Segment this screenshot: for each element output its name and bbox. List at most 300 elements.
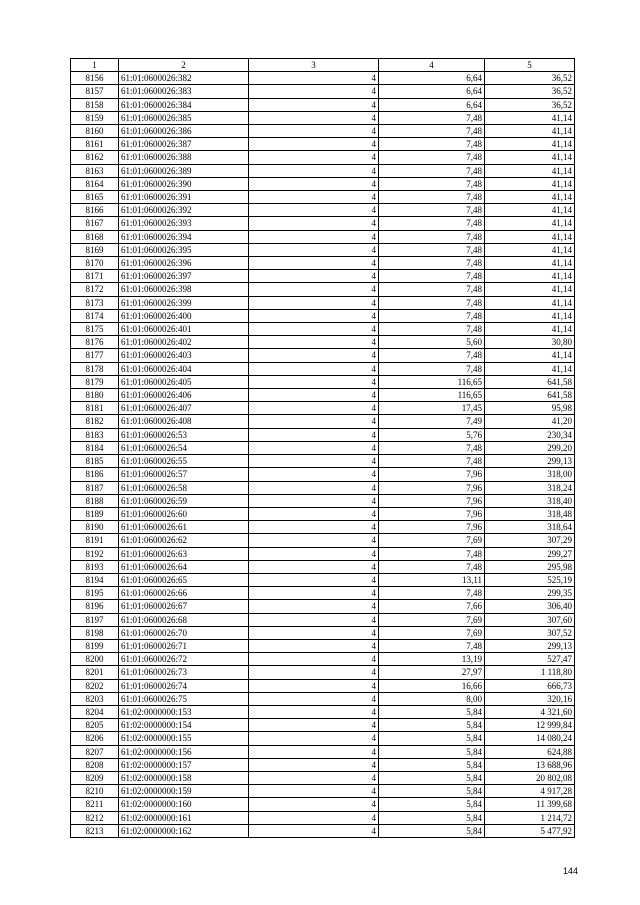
column-4-cell: 27,97: [379, 666, 485, 679]
table-row: [71, 507, 575, 520]
cadastral-number-cell: 61:02:0000000:161: [119, 811, 249, 824]
row-number-cell: 8200: [71, 653, 119, 666]
column-3-cell: 4: [249, 811, 379, 824]
column-3-cell: 4: [249, 138, 379, 151]
table-row: [71, 336, 575, 349]
cadastral-number-cell: 61:01:0600026:388: [119, 151, 249, 164]
column-3-cell: 4: [249, 441, 379, 454]
column-5-cell: 41,14: [485, 323, 575, 336]
column-5-cell: 95,98: [485, 402, 575, 415]
cadastral-number-cell: 61:01:0600026:403: [119, 349, 249, 362]
column-4-cell: 7,69: [379, 626, 485, 639]
column-5-cell: 41,14: [485, 204, 575, 217]
column-3-cell: 4: [249, 679, 379, 692]
column-5-cell: 41,14: [485, 243, 575, 256]
cadastral-number-cell: 61:01:0600026:57: [119, 468, 249, 481]
column-3-cell: 4: [249, 415, 379, 428]
column-5-cell: 318,40: [485, 494, 575, 507]
column-5-cell: 666,73: [485, 679, 575, 692]
row-number-cell: 8175: [71, 323, 119, 336]
column-3-cell: 4: [249, 243, 379, 256]
column-5-cell: 307,52: [485, 626, 575, 639]
column-3-cell: 4: [249, 349, 379, 362]
row-number-cell: 8190: [71, 521, 119, 534]
column-3-cell: 4: [249, 455, 379, 468]
column-5-cell: 41,14: [485, 151, 575, 164]
column-3-cell: 4: [249, 85, 379, 98]
column-3-cell: 4: [249, 204, 379, 217]
column-4-cell: 7,48: [379, 296, 485, 309]
column-5-cell: 1 214,72: [485, 811, 575, 824]
column-4-cell: 7,69: [379, 613, 485, 626]
cadastral-number-cell: 61:01:0600026:58: [119, 481, 249, 494]
column-4-cell: 7,48: [379, 560, 485, 573]
column-4-cell: 5,84: [379, 811, 485, 824]
column-4-cell: 16,66: [379, 679, 485, 692]
table-row: [71, 639, 575, 652]
table-row: [71, 151, 575, 164]
cadastral-number-cell: 61:01:0600026:401: [119, 323, 249, 336]
column-header-4: 4: [379, 59, 485, 72]
table-row: [71, 257, 575, 270]
column-4-cell: 7,48: [379, 455, 485, 468]
row-number-cell: 8180: [71, 389, 119, 402]
column-3-cell: 4: [249, 389, 379, 402]
column-4-cell: 5,76: [379, 428, 485, 441]
row-number-cell: 8182: [71, 415, 119, 428]
column-3-cell: 4: [249, 296, 379, 309]
table-row: [71, 415, 575, 428]
row-number-cell: 8195: [71, 587, 119, 600]
column-3-cell: 4: [249, 494, 379, 507]
column-3-cell: 4: [249, 534, 379, 547]
cadastral-number-cell: 61:02:0000000:153: [119, 705, 249, 718]
table-row: [71, 177, 575, 190]
column-4-cell: 6,64: [379, 85, 485, 98]
table-row: [71, 573, 575, 586]
column-3-cell: 4: [249, 692, 379, 705]
column-5-cell: 527,47: [485, 653, 575, 666]
cadastral-number-cell: 61:01:0600026:397: [119, 270, 249, 283]
row-number-cell: 8187: [71, 481, 119, 494]
column-4-cell: 7,48: [379, 283, 485, 296]
column-5-cell: 36,52: [485, 85, 575, 98]
row-number-cell: 8161: [71, 138, 119, 151]
column-3-cell: 4: [249, 666, 379, 679]
column-4-cell: 13,11: [379, 573, 485, 586]
column-3-cell: 4: [249, 745, 379, 758]
table-row: [71, 613, 575, 626]
cadastral-number-cell: 61:02:0000000:155: [119, 732, 249, 745]
column-3-cell: 4: [249, 521, 379, 534]
row-number-cell: 8210: [71, 785, 119, 798]
column-4-cell: 5,84: [379, 771, 485, 784]
row-number-cell: 8157: [71, 85, 119, 98]
row-number-cell: 8183: [71, 428, 119, 441]
table-row: [71, 204, 575, 217]
row-number-cell: 8198: [71, 626, 119, 639]
column-4-cell: 7,48: [379, 151, 485, 164]
row-number-cell: 8164: [71, 177, 119, 190]
table-row: [71, 811, 575, 824]
table-row: [71, 270, 575, 283]
column-4-cell: 7,69: [379, 534, 485, 547]
table-row: [71, 455, 575, 468]
table-row: [71, 494, 575, 507]
column-4-cell: 7,48: [379, 204, 485, 217]
row-number-cell: 8205: [71, 719, 119, 732]
column-4-cell: 5,84: [379, 719, 485, 732]
cadastral-number-cell: 61:01:0600026:408: [119, 415, 249, 428]
column-5-cell: 5 477,92: [485, 824, 575, 837]
column-5-cell: 41,20: [485, 415, 575, 428]
column-5-cell: 41,14: [485, 125, 575, 138]
cadastral-number-cell: 61:01:0600026:65: [119, 573, 249, 586]
column-3-cell: 4: [249, 613, 379, 626]
table-row: [71, 230, 575, 243]
row-number-cell: 8207: [71, 745, 119, 758]
column-4-cell: 5,84: [379, 758, 485, 771]
column-3-cell: 4: [249, 98, 379, 111]
cadastral-number-cell: 61:01:0600026:71: [119, 639, 249, 652]
row-number-cell: 8165: [71, 191, 119, 204]
column-5-cell: 41,14: [485, 177, 575, 190]
column-3-cell: 4: [249, 560, 379, 573]
cadastral-number-cell: 61:01:0600026:389: [119, 164, 249, 177]
row-number-cell: 8211: [71, 798, 119, 811]
column-3-cell: 4: [249, 230, 379, 243]
row-number-cell: 8169: [71, 243, 119, 256]
cadastral-number-cell: 61:01:0600026:54: [119, 441, 249, 454]
column-4-cell: 7,48: [379, 362, 485, 375]
column-5-cell: 36,52: [485, 72, 575, 85]
cadastral-number-cell: 61:01:0600026:392: [119, 204, 249, 217]
column-5-cell: 318,24: [485, 481, 575, 494]
table-row: [71, 626, 575, 639]
cadastral-number-cell: 61:01:0600026:391: [119, 191, 249, 204]
row-number-cell: 8202: [71, 679, 119, 692]
cadastral-number-cell: 61:01:0600026:406: [119, 389, 249, 402]
table-row: [71, 666, 575, 679]
cadastral-number-cell: 61:02:0000000:159: [119, 785, 249, 798]
cadastral-number-cell: 61:01:0600026:402: [119, 336, 249, 349]
column-4-cell: 7,96: [379, 494, 485, 507]
column-5-cell: 641,58: [485, 375, 575, 388]
column-3-cell: 4: [249, 336, 379, 349]
column-5-cell: 41,14: [485, 296, 575, 309]
cadastral-number-cell: 61:01:0600026:382: [119, 72, 249, 85]
column-5-cell: 295,98: [485, 560, 575, 573]
column-header-1: 1: [71, 59, 119, 72]
column-4-cell: 5,84: [379, 732, 485, 745]
table-row: [71, 468, 575, 481]
column-4-cell: 7,48: [379, 111, 485, 124]
data-table: [70, 58, 575, 838]
table-row: [71, 72, 575, 85]
column-4-cell: 5,84: [379, 824, 485, 837]
column-3-cell: 4: [249, 217, 379, 230]
row-number-cell: 8179: [71, 375, 119, 388]
column-4-cell: 7,48: [379, 164, 485, 177]
column-3-cell: 4: [249, 600, 379, 613]
header-row: [71, 59, 575, 72]
cadastral-number-cell: 61:01:0600026:386: [119, 125, 249, 138]
table-row: [71, 600, 575, 613]
cadastral-number-cell: 61:01:0600026:387: [119, 138, 249, 151]
column-3-cell: 4: [249, 375, 379, 388]
table-row: [71, 824, 575, 837]
column-4-cell: 7,48: [379, 323, 485, 336]
column-3-cell: 4: [249, 164, 379, 177]
cadastral-number-cell: 61:01:0600026:394: [119, 230, 249, 243]
cadastral-number-cell: 61:02:0000000:156: [119, 745, 249, 758]
column-3-cell: 4: [249, 111, 379, 124]
column-3-cell: 4: [249, 270, 379, 283]
column-3-cell: 4: [249, 824, 379, 837]
row-number-cell: 8185: [71, 455, 119, 468]
table-row: [71, 283, 575, 296]
cadastral-number-cell: 61:02:0000000:154: [119, 719, 249, 732]
row-number-cell: 8201: [71, 666, 119, 679]
column-4-cell: 7,48: [379, 138, 485, 151]
row-number-cell: 8208: [71, 758, 119, 771]
column-5-cell: 1 118,80: [485, 666, 575, 679]
table-row: [71, 705, 575, 718]
column-5-cell: 41,14: [485, 362, 575, 375]
cadastral-number-cell: 61:01:0600026:407: [119, 402, 249, 415]
column-4-cell: 8,00: [379, 692, 485, 705]
column-5-cell: 318,00: [485, 468, 575, 481]
table-row: [71, 217, 575, 230]
table-row: [71, 111, 575, 124]
cadastral-number-cell: 61:01:0600026:385: [119, 111, 249, 124]
column-4-cell: 7,49: [379, 415, 485, 428]
column-3-cell: 4: [249, 547, 379, 560]
cadastral-number-cell: 61:01:0600026:66: [119, 587, 249, 600]
column-4-cell: 7,48: [379, 230, 485, 243]
column-5-cell: 318,64: [485, 521, 575, 534]
cadastral-number-cell: 61:01:0600026:60: [119, 507, 249, 520]
column-3-cell: 4: [249, 705, 379, 718]
column-4-cell: 5,84: [379, 705, 485, 718]
column-4-cell: 7,48: [379, 191, 485, 204]
column-4-cell: 116,65: [379, 375, 485, 388]
cadastral-number-cell: 61:01:0600026:399: [119, 296, 249, 309]
table-body: [71, 72, 575, 838]
column-4-cell: 5,84: [379, 785, 485, 798]
column-5-cell: 11 399,68: [485, 798, 575, 811]
cadastral-number-cell: 61:01:0600026:55: [119, 455, 249, 468]
column-5-cell: 306,40: [485, 600, 575, 613]
row-number-cell: 8191: [71, 534, 119, 547]
table-row: [71, 441, 575, 454]
column-3-cell: 4: [249, 626, 379, 639]
column-4-cell: 7,48: [379, 177, 485, 190]
row-number-cell: 8171: [71, 270, 119, 283]
column-3-cell: 4: [249, 639, 379, 652]
row-number-cell: 8199: [71, 639, 119, 652]
column-5-cell: 41,14: [485, 270, 575, 283]
row-number-cell: 8186: [71, 468, 119, 481]
column-3-cell: 4: [249, 732, 379, 745]
row-number-cell: 8170: [71, 257, 119, 270]
column-5-cell: 307,60: [485, 613, 575, 626]
row-number-cell: 8162: [71, 151, 119, 164]
cadastral-number-cell: 61:01:0600026:59: [119, 494, 249, 507]
row-number-cell: 8189: [71, 507, 119, 520]
table-row: [71, 98, 575, 111]
column-5-cell: 41,14: [485, 217, 575, 230]
row-number-cell: 8156: [71, 72, 119, 85]
column-5-cell: 41,14: [485, 191, 575, 204]
column-4-cell: 7,96: [379, 468, 485, 481]
column-5-cell: 20 802,08: [485, 771, 575, 784]
row-number-cell: 8172: [71, 283, 119, 296]
column-5-cell: 4 917,28: [485, 785, 575, 798]
column-5-cell: 41,14: [485, 230, 575, 243]
table-row: [71, 771, 575, 784]
column-3-cell: 4: [249, 125, 379, 138]
row-number-cell: 8159: [71, 111, 119, 124]
cadastral-number-cell: 61:01:0600026:72: [119, 653, 249, 666]
table-header: [71, 59, 575, 72]
row-number-cell: 8192: [71, 547, 119, 560]
column-3-cell: 4: [249, 257, 379, 270]
column-5-cell: 525,19: [485, 573, 575, 586]
table-row: [71, 191, 575, 204]
column-5-cell: 299,35: [485, 587, 575, 600]
page-number: 144: [562, 866, 578, 876]
row-number-cell: 8167: [71, 217, 119, 230]
column-header-5: 5: [485, 59, 575, 72]
table-row: [71, 745, 575, 758]
column-4-cell: 7,96: [379, 481, 485, 494]
table-row: [71, 719, 575, 732]
column-5-cell: 12 999,84: [485, 719, 575, 732]
cadastral-number-cell: 61:01:0600026:61: [119, 521, 249, 534]
cadastral-number-cell: 61:02:0000000:157: [119, 758, 249, 771]
row-number-cell: 8194: [71, 573, 119, 586]
column-5-cell: 299,27: [485, 547, 575, 560]
table-row: [71, 798, 575, 811]
table-row: [71, 732, 575, 745]
column-3-cell: 4: [249, 719, 379, 732]
cadastral-number-cell: 61:01:0600026:70: [119, 626, 249, 639]
table-row: [71, 758, 575, 771]
row-number-cell: 8184: [71, 441, 119, 454]
column-3-cell: 4: [249, 468, 379, 481]
row-number-cell: 8204: [71, 705, 119, 718]
column-5-cell: 320,16: [485, 692, 575, 705]
row-number-cell: 8193: [71, 560, 119, 573]
column-4-cell: 7,48: [379, 349, 485, 362]
table-row: [71, 402, 575, 415]
column-4-cell: 7,96: [379, 521, 485, 534]
row-number-cell: 8177: [71, 349, 119, 362]
column-5-cell: 4 321,60: [485, 705, 575, 718]
cadastral-number-cell: 61:01:0600026:74: [119, 679, 249, 692]
column-5-cell: 641,58: [485, 389, 575, 402]
cadastral-number-cell: 61:01:0600026:67: [119, 600, 249, 613]
column-4-cell: 6,64: [379, 98, 485, 111]
row-number-cell: 8213: [71, 824, 119, 837]
column-3-cell: 4: [249, 653, 379, 666]
column-5-cell: 41,14: [485, 349, 575, 362]
column-4-cell: 13,19: [379, 653, 485, 666]
table-row: [71, 679, 575, 692]
row-number-cell: 8158: [71, 98, 119, 111]
cadastral-number-cell: 61:02:0000000:160: [119, 798, 249, 811]
column-5-cell: 299,13: [485, 639, 575, 652]
column-4-cell: 7,48: [379, 217, 485, 230]
column-4-cell: 5,60: [379, 336, 485, 349]
cadastral-number-cell: 61:02:0000000:162: [119, 824, 249, 837]
column-header-2: 2: [119, 59, 249, 72]
table-row: [71, 785, 575, 798]
table-row: [71, 428, 575, 441]
column-4-cell: 7,48: [379, 257, 485, 270]
row-number-cell: 8178: [71, 362, 119, 375]
table-row: [71, 296, 575, 309]
column-4-cell: 7,48: [379, 243, 485, 256]
column-3-cell: 4: [249, 402, 379, 415]
column-5-cell: 299,13: [485, 455, 575, 468]
column-3-cell: 4: [249, 758, 379, 771]
row-number-cell: 8209: [71, 771, 119, 784]
column-3-cell: 4: [249, 362, 379, 375]
table-row: [71, 481, 575, 494]
cadastral-number-cell: 61:01:0600026:396: [119, 257, 249, 270]
row-number-cell: 8173: [71, 296, 119, 309]
table-row: [71, 521, 575, 534]
column-4-cell: 7,48: [379, 270, 485, 283]
cadastral-number-cell: 61:01:0600026:404: [119, 362, 249, 375]
column-5-cell: 41,14: [485, 138, 575, 151]
column-4-cell: 5,84: [379, 798, 485, 811]
column-5-cell: 41,14: [485, 257, 575, 270]
table-row: [71, 85, 575, 98]
cadastral-number-cell: 61:01:0600026:75: [119, 692, 249, 705]
cadastral-number-cell: 61:01:0600026:384: [119, 98, 249, 111]
column-4-cell: 7,66: [379, 600, 485, 613]
column-3-cell: 4: [249, 309, 379, 322]
row-number-cell: 8206: [71, 732, 119, 745]
row-number-cell: 8174: [71, 309, 119, 322]
row-number-cell: 8197: [71, 613, 119, 626]
column-4-cell: 7,48: [379, 639, 485, 652]
column-header-3: 3: [249, 59, 379, 72]
column-4-cell: 7,48: [379, 441, 485, 454]
row-number-cell: 8176: [71, 336, 119, 349]
column-5-cell: 299,20: [485, 441, 575, 454]
cadastral-number-cell: 61:01:0600026:62: [119, 534, 249, 547]
column-3-cell: 4: [249, 283, 379, 296]
table-row: [71, 389, 575, 402]
table-row: [71, 243, 575, 256]
cadastral-number-cell: 61:02:0000000:158: [119, 771, 249, 784]
cadastral-number-cell: 61:01:0600026:400: [119, 309, 249, 322]
column-3-cell: 4: [249, 798, 379, 811]
table-row: [71, 323, 575, 336]
column-3-cell: 4: [249, 191, 379, 204]
cadastral-number-cell: 61:01:0600026:64: [119, 560, 249, 573]
column-4-cell: 17,45: [379, 402, 485, 415]
table-row: [71, 692, 575, 705]
table-row: [71, 547, 575, 560]
cadastral-number-cell: 61:01:0600026:63: [119, 547, 249, 560]
column-4-cell: 7,48: [379, 547, 485, 560]
column-3-cell: 4: [249, 785, 379, 798]
